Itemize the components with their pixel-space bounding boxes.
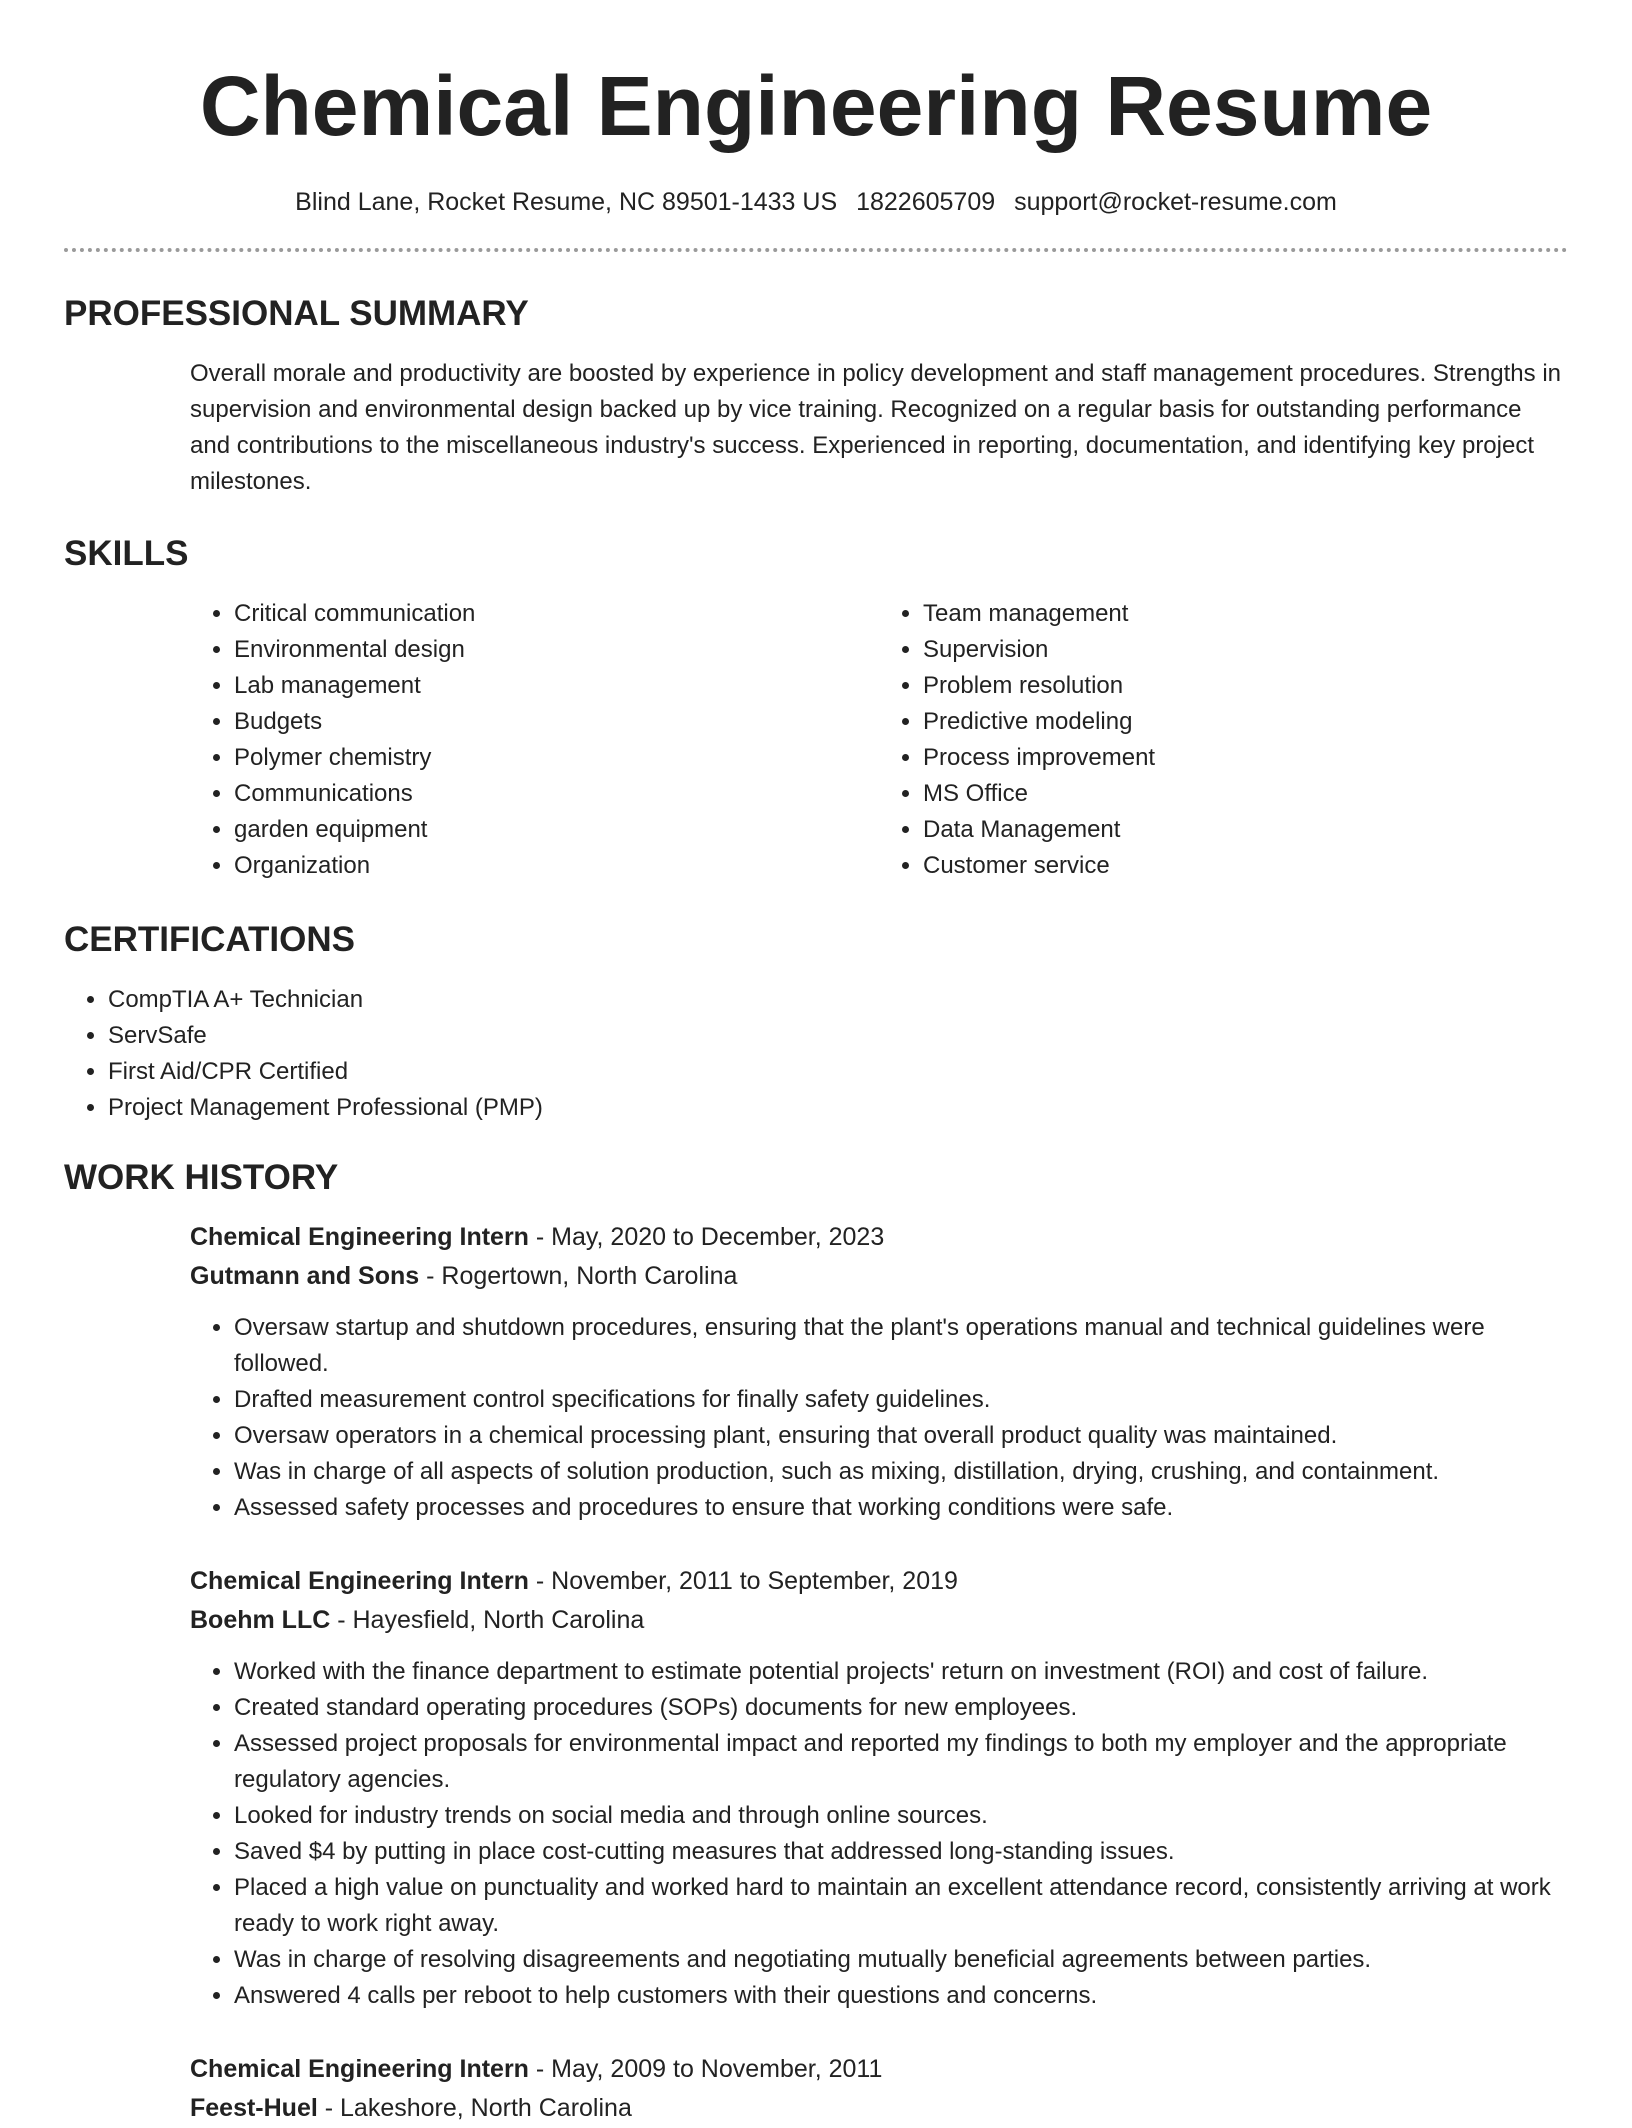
job-duty-item: • Was in charge of resolving disagreements and negotiating mutually beneficial agreements between parties. bbox=[234, 1942, 1568, 1978]
job-duty-item: • Oversaw startup and shutdown procedures, ensuring that the plant's operations manual and technical guidelines were followed. bbox=[234, 1310, 1568, 1382]
job-duty-item: • Drafted measurement control specifications for finally safety guidelines. bbox=[234, 1382, 1568, 1418]
skills-columns bbox=[190, 596, 1568, 884]
job-location: - Rogertown, North Carolina bbox=[419, 1262, 738, 1290]
job-location: - Hayesfield, North Carolina bbox=[330, 1606, 645, 1634]
skill-item: • Supervision bbox=[923, 632, 1568, 668]
job-company-line bbox=[190, 1257, 1568, 1296]
job-dates: - May, 2020 to December, 2023 bbox=[528, 1223, 885, 1251]
certification-item: • First Aid/CPR Certified bbox=[108, 1054, 1568, 1090]
job-role: Chemical Engineering Intern bbox=[190, 1223, 529, 1251]
resume-title: Chemical Engineering Resume bbox=[199, 59, 1433, 153]
job-company: Feest-Huel bbox=[190, 2094, 318, 2122]
summary-text: Overall morale and productivity are boosted by experience in policy development and staff management procedures. Strengths in supervision and environmental design backed up by vice training. Recognized on a regular basis for outstanding performance and contributions to the miscellaneous industry's success. Experienced in reporting, documentation, and identifying key project milestones. bbox=[190, 360, 1561, 495]
skill-item: • Predictive modeling bbox=[923, 704, 1568, 740]
contact-phone: 1822605709 bbox=[856, 188, 996, 216]
job-title-line bbox=[190, 1218, 1568, 1257]
contact-line bbox=[64, 186, 1568, 218]
certifications-list bbox=[64, 982, 1568, 1126]
skills-section bbox=[64, 532, 1568, 884]
skills-list-right bbox=[879, 596, 1568, 884]
job-duty-item: • Placed a high value on punctuality and worked hard to maintain an excellent attendance record, consistently arriving at work ready to work right away. bbox=[234, 1870, 1568, 1942]
job-title-line bbox=[190, 1562, 1568, 1601]
contact-address: Blind Lane, Rocket Resume, NC 89501-1433 US bbox=[295, 188, 838, 216]
summary-heading: PROFESSIONAL SUMMARY bbox=[64, 294, 529, 333]
certification-item: • Project Management Professional (PMP) bbox=[108, 1090, 1568, 1126]
job-duty-item: • Created standard operating procedures (SOPs) documents for new employees. bbox=[234, 1690, 1568, 1726]
certification-item: • ServSafe bbox=[108, 1018, 1568, 1054]
skills-list-left bbox=[190, 596, 879, 884]
job-title-line bbox=[190, 2050, 1568, 2089]
skills-heading: SKILLS bbox=[64, 534, 189, 573]
work-history-section bbox=[64, 1156, 1568, 2128]
job-entry bbox=[190, 1562, 1568, 2014]
skill-item: • Budgets bbox=[234, 704, 879, 740]
job-duty-item: • Worked with the finance department to estimate potential projects' return on investment (ROI) and cost of failure. bbox=[234, 1654, 1568, 1690]
skill-item: • Critical communication bbox=[234, 596, 879, 632]
jobs-container bbox=[64, 1218, 1568, 2128]
skill-item: • garden equipment bbox=[234, 812, 879, 848]
job-entry bbox=[190, 1218, 1568, 1526]
skill-item: • Lab management bbox=[234, 668, 879, 704]
job-dates: - May, 2009 to November, 2011 bbox=[528, 2055, 883, 2083]
job-duties-list bbox=[190, 1654, 1568, 2014]
job-duty-item: • Assessed project proposals for environmental impact and reported my findings to both my employer and the appropriate regulatory agencies. bbox=[234, 1726, 1568, 1798]
job-role: Chemical Engineering Intern bbox=[190, 2055, 529, 2083]
skill-item: • MS Office bbox=[923, 776, 1568, 812]
resume-page bbox=[64, 0, 1568, 2128]
job-location: - Lakeshore, North Carolina bbox=[317, 2094, 632, 2122]
certifications-heading: CERTIFICATIONS bbox=[64, 920, 356, 959]
skill-item: • Customer service bbox=[923, 848, 1568, 884]
job-duty-item: • Looked for industry trends on social media and through online sources. bbox=[234, 1798, 1568, 1834]
job-duties-list bbox=[190, 1310, 1568, 1526]
skill-item: • Process improvement bbox=[923, 740, 1568, 776]
work-history-heading: WORK HISTORY bbox=[64, 1158, 339, 1197]
certification-item: • CompTIA A+ Technician bbox=[108, 982, 1568, 1018]
skill-item: • Data Management bbox=[923, 812, 1568, 848]
job-company: Boehm LLC bbox=[190, 1606, 331, 1634]
header-divider bbox=[64, 248, 1568, 252]
job-duty-item: • Was in charge of all aspects of solution production, such as mixing, distillation, drying, crushing, and containment. bbox=[234, 1454, 1568, 1490]
skill-item: • Team management bbox=[923, 596, 1568, 632]
job-company: Gutmann and Sons bbox=[190, 1262, 420, 1290]
job-dates: - November, 2011 to September, 2019 bbox=[528, 1567, 958, 1595]
job-duty-item: • Answered 4 calls per reboot to help customers with their questions and concerns. bbox=[234, 1978, 1568, 2014]
job-company-line bbox=[190, 1601, 1568, 1640]
skill-item: • Problem resolution bbox=[923, 668, 1568, 704]
job-entry bbox=[190, 2050, 1568, 2128]
skill-item: • Environmental design bbox=[234, 632, 879, 668]
certifications-section bbox=[64, 918, 1568, 1126]
job-duty-item: • Saved $4 by putting in place cost-cutting measures that addressed long-standing issues. bbox=[234, 1834, 1568, 1870]
job-duty-item: • Assessed safety processes and procedures to ensure that working conditions were safe. bbox=[234, 1490, 1568, 1526]
job-role: Chemical Engineering Intern bbox=[190, 1567, 529, 1595]
skill-item: • Polymer chemistry bbox=[234, 740, 879, 776]
skill-item: • Communications bbox=[234, 776, 879, 812]
job-company-line bbox=[190, 2089, 1568, 2128]
job-duty-item: • Oversaw operators in a chemical processing plant, ensuring that overall product quality was maintained. bbox=[234, 1418, 1568, 1454]
summary-section bbox=[64, 292, 1568, 500]
skill-item: • Organization bbox=[234, 848, 879, 884]
contact-email[interactable]: support@rocket-resume.com bbox=[1014, 188, 1337, 216]
